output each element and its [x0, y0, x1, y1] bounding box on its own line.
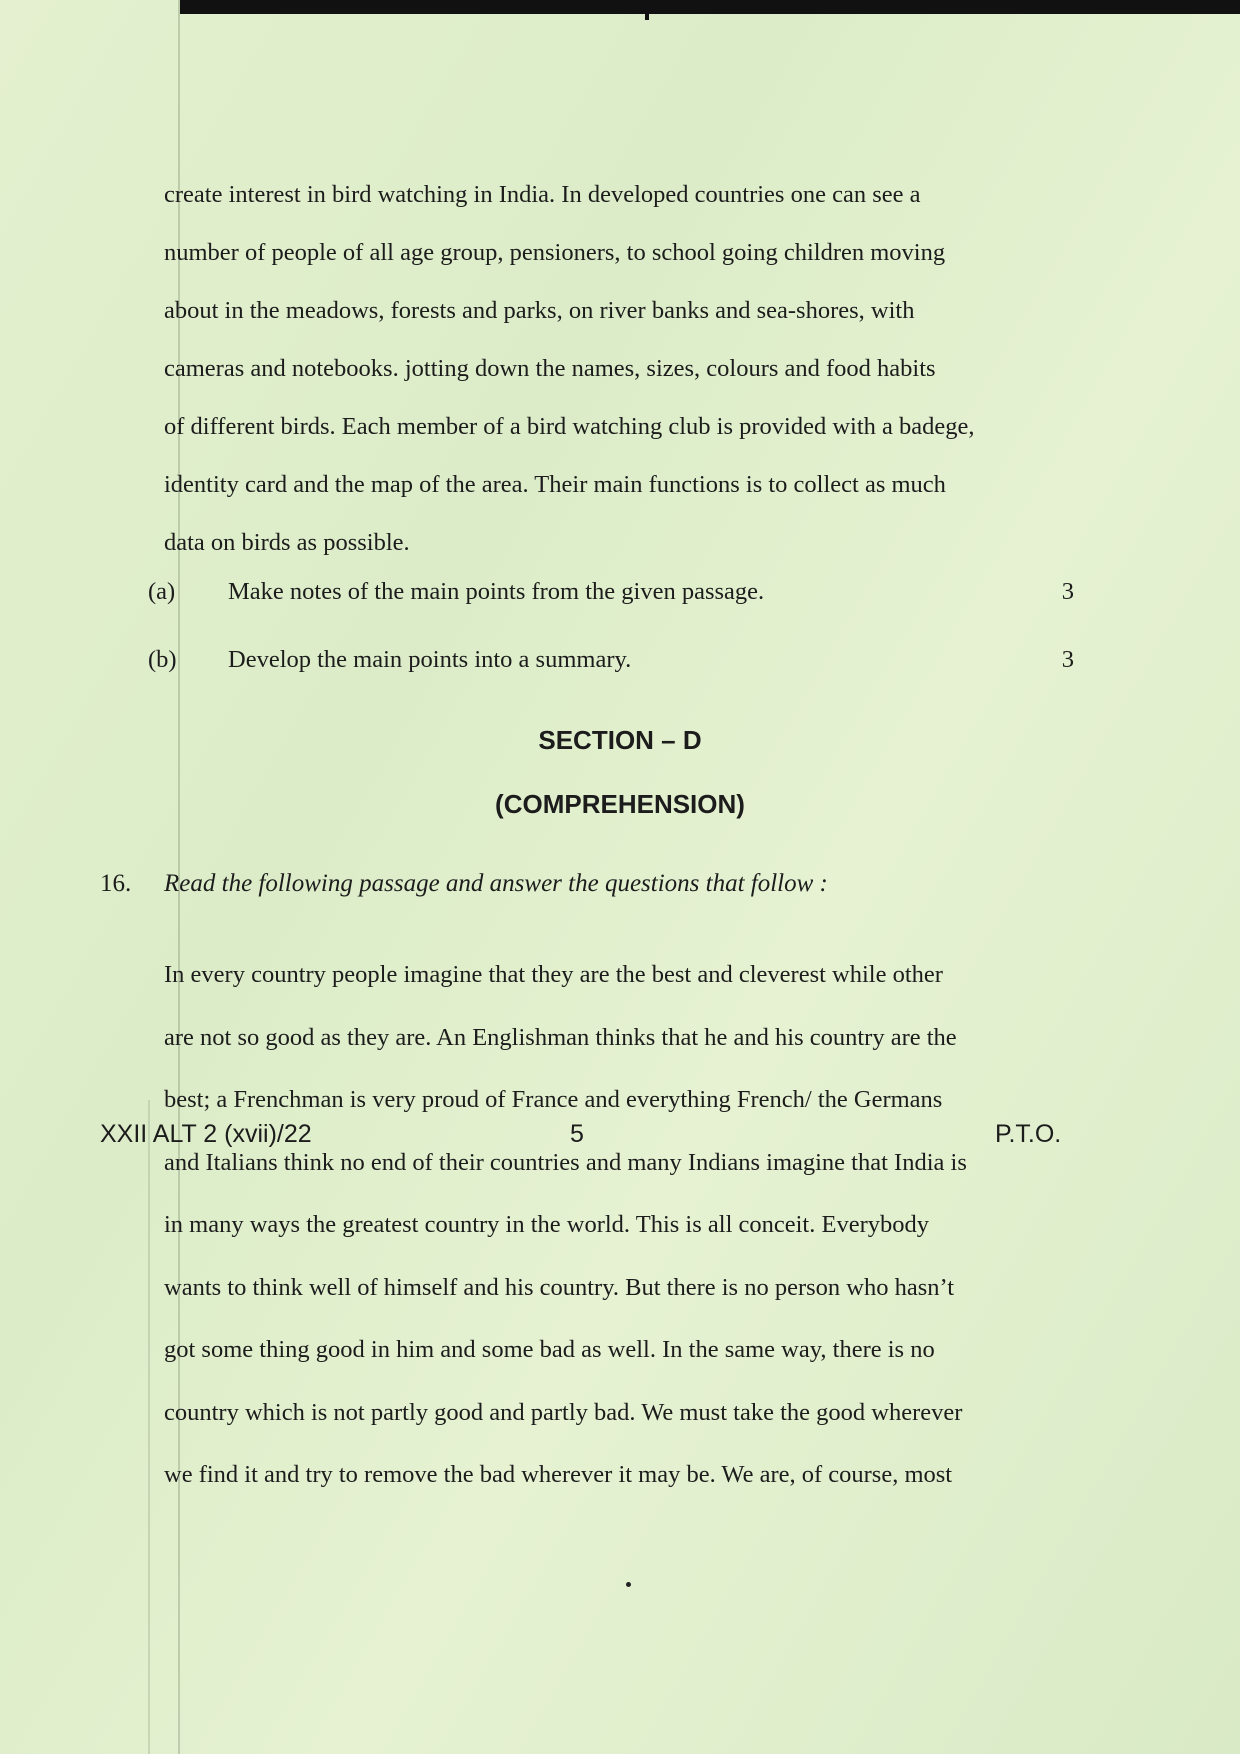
comprehension-passage: [164, 944, 1079, 1507]
passage-continued: [164, 166, 1084, 572]
passage-line: best; a Frenchman is very proud of France and everything French/ the Germans: [164, 1086, 943, 1113]
question-a: [148, 578, 1078, 614]
passage-line: country which is not partly good and partly bad. We must take the good wherever: [164, 1398, 963, 1426]
question-instruction: Read the following passage and answer the questions that follow :: [164, 870, 828, 897]
passage-line: about in the meadows, forests and parks, on river banks and sea-shores, with: [164, 297, 915, 324]
question-marks: 3: [1061, 646, 1074, 673]
passage-line: we find it and try to remove the bad wherever it may be. We are, of course, most: [164, 1461, 953, 1488]
passage-line: create interest in bird watching in India. In developed countries one can see a: [164, 181, 921, 208]
section-title: SECTION – D: [538, 725, 702, 755]
question-b: [148, 646, 1078, 682]
passage-line: and Italians think no end of their countries and many Indians imagine that India is: [164, 1148, 967, 1176]
passage-line: wants to think well of himself and his country. But there is no person who hasn’t: [164, 1273, 955, 1301]
passage-line: of different birds. Each member of a bird watching club is provided with a badege,: [164, 413, 975, 440]
passage-line: In every country people imagine that they are the best and cleverest while other: [164, 961, 943, 988]
question-label: (b): [148, 646, 177, 673]
passage-line: in many ways the greatest country in the world. This is all conceit. Everybody: [164, 1211, 929, 1238]
question-label: (a): [148, 578, 176, 605]
paper-code: XXII ALT 2 (xvii)/22: [100, 1120, 312, 1148]
scan-top-edge: [180, 0, 1240, 14]
passage-line: cameras and notebooks. jotting down the names, sizes, colours and food habits: [164, 355, 936, 382]
page-number: 5: [570, 1120, 584, 1148]
question-text: Develop the main points into a summary.: [228, 646, 632, 673]
passage-line: number of people of all age group, pensioners, to school going children moving: [164, 239, 946, 266]
passage-line: are not so good as they are. An Englishman thinks that he and his country are the: [164, 1023, 957, 1051]
question-number: 16.: [100, 870, 132, 897]
passage-line: identity card and the map of the area. Their main functions is to collect as much: [164, 471, 946, 498]
question-text: Make notes of the main points from the given passage.: [228, 578, 765, 605]
scan-speck: [626, 1582, 631, 1587]
question-marks: 3: [1061, 578, 1074, 605]
section-subtitle: (COMPREHENSION): [495, 789, 745, 819]
scan-top-notch: [645, 0, 649, 20]
passage-line: data on birds as possible.: [164, 529, 410, 556]
passage-line: got some thing good in him and some bad as well. In the same way, there is no: [164, 1336, 935, 1363]
margin-rule-lower: [148, 1100, 150, 1754]
pto-label: P.T.O.: [995, 1120, 1062, 1148]
